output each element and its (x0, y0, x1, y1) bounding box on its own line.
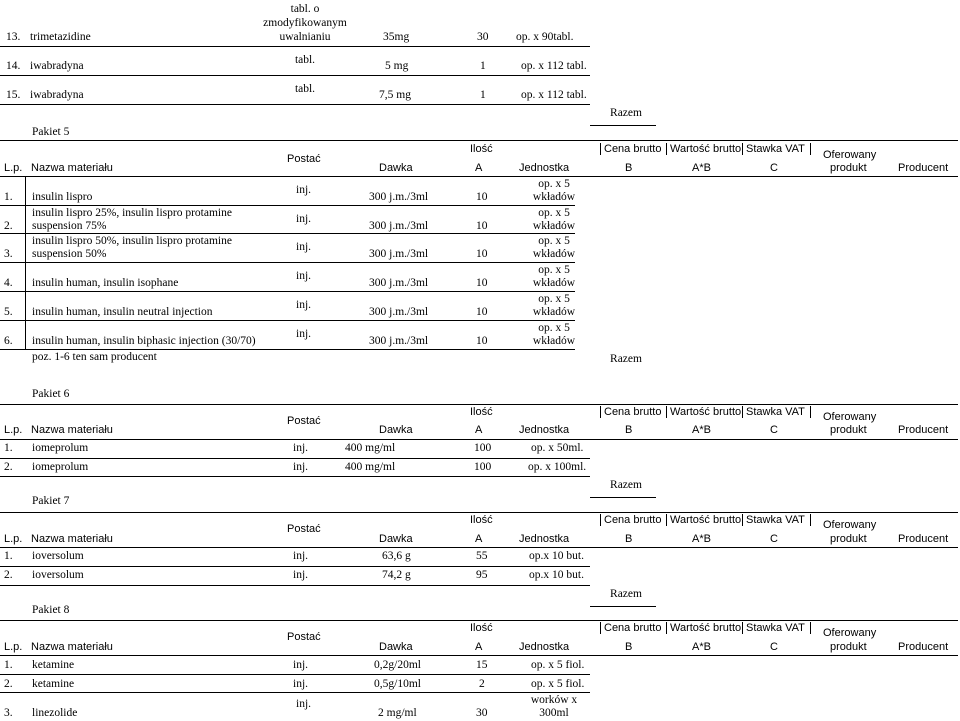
row-jednostka: op. x 5 (538, 235, 570, 247)
row-jednostka: op. x 112 tabl. (521, 89, 587, 101)
col-c-header: C (770, 533, 778, 545)
row-dawka: 5 mg (385, 60, 409, 72)
row-name: iwabradyna (30, 60, 84, 72)
row-dawka: 0,2g/20ml (374, 659, 421, 671)
col-name-header: Nazwa materiału (31, 533, 113, 545)
col-ab-header: A*B (692, 424, 711, 436)
row-name: ketamine (32, 659, 75, 671)
lp-column-line (25, 176, 26, 349)
row-jednostka: op. x 90tabl. (516, 31, 574, 43)
row-divider (0, 692, 590, 693)
col-postac-header: Postać (287, 631, 321, 643)
col-jednostka-header: Jednostka (519, 641, 570, 653)
header-top-line (0, 620, 958, 621)
col-oferowany-header: Oferowany (823, 411, 877, 423)
header-divider (742, 406, 743, 418)
header-divider (600, 406, 601, 418)
col-jednostka-header: Jednostka (519, 533, 570, 545)
row-dawka: 300 j.m./3ml (369, 335, 429, 347)
row-name: ioversolum (32, 550, 84, 562)
row-divider (0, 104, 590, 105)
col-oferowany-header: Oferowany (823, 149, 877, 161)
row-lp: 4. (4, 277, 13, 289)
package-title: Pakiet 8 (32, 604, 70, 616)
row-lp: 1. (4, 191, 13, 203)
row-name: iomeprolum (32, 442, 89, 454)
row-ilosc: 10 (476, 191, 488, 203)
row-jednostka: op. x 5 fiol. (531, 678, 585, 690)
header-bottom-line (0, 655, 958, 656)
row-postac: inj. (296, 241, 312, 253)
row-lp: 3. (4, 707, 13, 719)
row-ilosc: 55 (476, 550, 488, 562)
row-ilosc: 10 (476, 335, 488, 347)
row-postac: tabl. (294, 83, 316, 95)
razem-label: Razem (610, 107, 642, 119)
package-title: Pakiet 6 (32, 388, 70, 400)
col-b-header: B (625, 424, 633, 436)
row-lp: 1. (4, 442, 13, 454)
header-bottom-line (0, 439, 958, 440)
col-b-header: B (625, 641, 633, 653)
col-b-header: B (625, 162, 633, 174)
row-divider (0, 585, 590, 586)
row-lp: 14. (6, 60, 21, 72)
col-wartosc-header: Wartość brutto (670, 514, 742, 526)
row-dawka: 300 j.m./3ml (369, 191, 429, 203)
row-lp: 1. (4, 659, 13, 671)
row-name: suspension 75% (32, 220, 107, 232)
header-divider (742, 514, 743, 526)
header-divider (666, 143, 667, 155)
header-divider (666, 622, 667, 634)
row-dawka: 0,5g/10ml (374, 678, 421, 690)
razem-box-line (590, 606, 656, 607)
row-lp: 2. (4, 569, 13, 581)
row-divider (0, 320, 575, 321)
col-name-header: Nazwa materiału (31, 162, 113, 174)
header-divider (810, 143, 811, 155)
col-c-header: C (770, 424, 778, 436)
row-postac: inj. (296, 328, 312, 340)
row-jednostka: op. x 5 (538, 322, 570, 334)
package-note: poz. 1-6 ten sam producent (32, 351, 157, 363)
col-producent-header: Producent (898, 641, 949, 653)
row-jednostka: wkładów (532, 335, 576, 347)
razem-label: Razem (610, 353, 642, 365)
row-lp: 2. (4, 220, 13, 232)
col-wartosc-header: Wartość brutto (670, 406, 742, 418)
razem-label: Razem (610, 479, 642, 491)
row-divider (0, 291, 575, 292)
col-c-header: C (770, 162, 778, 174)
row-postac: inj. (296, 213, 312, 225)
col-wartosc-header: Wartość brutto (670, 143, 742, 155)
row-jednostka: wkładów (532, 306, 576, 318)
row-jednostka: op.x 10 but. (529, 569, 584, 581)
header-top-line (0, 404, 958, 405)
header-divider (600, 514, 601, 526)
col-cena-header: Cena brutto (604, 622, 662, 634)
col-lp-header: L.p. (4, 533, 23, 545)
row-jednostka: op. x 5 (538, 264, 570, 276)
row-jednostka: 300ml (539, 707, 569, 719)
row-jednostka: worków x (530, 694, 578, 706)
row-jednostka: wkładów (532, 277, 576, 289)
row-lp: 1. (4, 550, 13, 562)
header-divider (666, 406, 667, 418)
header-divider (600, 622, 601, 634)
col-cena-header: Cena brutto (604, 143, 662, 155)
row-postac: inj. (296, 184, 312, 196)
row-ilosc: 10 (476, 220, 488, 232)
col-dawka-header: Dawka (379, 424, 413, 436)
row-ilosc: 2 (479, 678, 485, 690)
row-dawka: 300 j.m./3ml (369, 277, 429, 289)
row-dawka: 300 j.m./3ml (369, 220, 429, 232)
row-dawka: 35mg (383, 31, 410, 43)
col-cena-header: Cena brutto (604, 406, 662, 418)
col-ilosc-header: Ilość (470, 406, 493, 418)
col-lp-header: L.p. (4, 162, 23, 174)
row-postac: inj. (296, 698, 312, 710)
row-jednostka: op. x 5 (538, 293, 570, 305)
col-produkt-header: produkt (830, 641, 867, 653)
row-postac: inj. (293, 569, 309, 581)
row-divider (0, 349, 575, 350)
col-dawka-header: Dawka (379, 162, 413, 174)
col-name-header: Nazwa materiału (31, 424, 113, 436)
row-dawka: 74,2 g (382, 569, 411, 581)
col-ilosc-header: Ilość (470, 622, 493, 634)
col-produkt-header: produkt (830, 533, 867, 545)
row-divider (0, 233, 575, 234)
col-a-header: A (475, 424, 483, 436)
header-top-line (0, 512, 958, 513)
col-producent-header: Producent (898, 162, 949, 174)
col-stawka-header: Stawka VAT (746, 622, 805, 634)
col-ab-header: A*B (692, 641, 711, 653)
row-jednostka: op. x 112 tabl. (521, 60, 587, 72)
header-bottom-line (0, 176, 958, 177)
row-jednostka: op. x 5 (538, 178, 570, 190)
col-ilosc-header: Ilość (470, 514, 493, 526)
row-name: insulin human, insulin neutral injection (32, 306, 213, 318)
header-divider (810, 514, 811, 526)
row-postac: tabl. o (290, 3, 320, 15)
col-stawka-header: Stawka VAT (746, 143, 805, 155)
row-jednostka: wkładów (532, 191, 576, 203)
row-postac: zmodyfikowanym (263, 17, 347, 29)
col-postac-header: Postać (287, 415, 321, 427)
col-b-header: B (625, 533, 633, 545)
col-produkt-header: produkt (830, 162, 867, 174)
col-cena-header: Cena brutto (604, 514, 662, 526)
row-ilosc: 10 (476, 277, 488, 289)
row-name: suspension 50% (32, 248, 107, 260)
row-ilosc: 10 (476, 248, 488, 260)
row-name: insulin lispro 25%, insulin lispro protamine (32, 207, 232, 219)
razem-label: Razem (610, 588, 642, 600)
row-dawka: 2 mg/ml (378, 707, 417, 719)
col-ab-header: A*B (692, 162, 711, 174)
row-name: linezolide (32, 707, 78, 719)
row-ilosc: 30 (476, 707, 488, 719)
col-name-header: Nazwa materiału (31, 641, 113, 653)
row-name: insulin lispro (32, 191, 93, 203)
row-divider (0, 46, 590, 47)
row-name: insulin human, insulin isophane (32, 277, 179, 289)
row-postac: tabl. (294, 54, 316, 66)
col-dawka-header: Dawka (379, 533, 413, 545)
col-jednostka-header: Jednostka (519, 424, 570, 436)
row-name: trimetazidine (30, 31, 91, 43)
row-ilosc: 100 (474, 442, 492, 454)
row-postac: inj. (296, 270, 312, 282)
header-divider (742, 622, 743, 634)
col-ab-header: A*B (692, 533, 711, 545)
row-postac: inj. (293, 659, 309, 671)
row-ilosc: 10 (476, 306, 488, 318)
razem-box-line (590, 497, 656, 498)
row-divider (0, 674, 590, 675)
col-producent-header: Producent (898, 424, 949, 436)
row-ilosc: 95 (476, 569, 488, 581)
row-postac: inj. (293, 550, 309, 562)
row-jednostka: wkładów (532, 220, 576, 232)
header-divider (600, 143, 601, 155)
row-lp: 2. (4, 678, 13, 690)
row-ilosc: 1 (480, 89, 486, 101)
row-name: iwabradyna (30, 89, 84, 101)
row-postac: inj. (293, 678, 309, 690)
header-divider (666, 514, 667, 526)
row-lp: 13. (6, 31, 21, 43)
row-ilosc: 30 (477, 31, 489, 43)
row-name: ketamine (32, 678, 75, 690)
row-lp: 2. (4, 461, 13, 473)
row-lp: 15. (6, 89, 21, 101)
package-title: Pakiet 7 (32, 495, 70, 507)
row-jednostka: op. x 5 (538, 207, 570, 219)
col-lp-header: L.p. (4, 641, 23, 653)
col-postac-header: Postać (287, 523, 321, 535)
razem-box-line (590, 125, 656, 126)
col-stawka-header: Stawka VAT (746, 406, 805, 418)
col-jednostka-header: Jednostka (519, 162, 570, 174)
row-name: ioversolum (32, 569, 84, 581)
row-name: insulin human, insulin biphasic injection (30/70) (32, 335, 256, 347)
row-postac: inj. (296, 299, 312, 311)
col-lp-header: L.p. (4, 424, 23, 436)
row-lp: 5. (4, 306, 13, 318)
col-postac-header: Postać (287, 153, 321, 165)
row-ilosc: 100 (474, 461, 492, 473)
row-divider (0, 262, 575, 263)
row-ilosc: 15 (476, 659, 488, 671)
row-dawka: 300 j.m./3ml (369, 248, 429, 260)
col-ilosc-header: Ilość (470, 143, 493, 155)
header-divider (810, 622, 811, 634)
col-dawka-header: Dawka (379, 641, 413, 653)
col-c-header: C (770, 641, 778, 653)
col-a-header: A (475, 533, 483, 545)
row-postac: uwalnianiu (279, 31, 331, 43)
row-postac: inj. (293, 461, 309, 473)
row-postac: inj. (293, 442, 309, 454)
row-name: insulin lispro 50%, insulin lispro protamine (32, 235, 232, 247)
header-divider (742, 143, 743, 155)
col-oferowany-header: Oferowany (823, 519, 877, 531)
row-jednostka: op. x 5 fiol. (531, 659, 585, 671)
header-bottom-line (0, 547, 958, 548)
row-jednostka: op.x 10 but. (529, 550, 584, 562)
row-divider (0, 205, 575, 206)
row-jednostka: wkładów (532, 248, 576, 260)
package-title: Pakiet 5 (32, 126, 70, 138)
row-dawka: 300 j.m./3ml (369, 306, 429, 318)
row-jednostka: op. x 50ml. (531, 442, 584, 454)
col-wartosc-header: Wartość brutto (670, 622, 742, 634)
col-produkt-header: produkt (830, 424, 867, 436)
row-divider (0, 75, 590, 76)
row-lp: 3. (4, 248, 13, 260)
row-name: iomeprolum (32, 461, 89, 473)
row-divider (0, 476, 590, 477)
row-divider (0, 566, 590, 567)
row-lp: 6. (4, 335, 13, 347)
row-jednostka: op. x 100ml. (528, 461, 587, 473)
row-dawka: 7,5 mg (379, 89, 411, 101)
col-oferowany-header: Oferowany (823, 627, 877, 639)
col-stawka-header: Stawka VAT (746, 514, 805, 526)
col-producent-header: Producent (898, 533, 949, 545)
col-a-header: A (475, 162, 483, 174)
header-divider (810, 406, 811, 418)
row-divider (0, 458, 590, 459)
row-dawka: 400 mg/ml (345, 442, 396, 454)
row-dawka: 63,6 g (382, 550, 411, 562)
row-dawka: 400 mg/ml (345, 461, 396, 473)
col-a-header: A (475, 641, 483, 653)
header-top-line (0, 140, 958, 141)
row-ilosc: 1 (480, 60, 486, 72)
